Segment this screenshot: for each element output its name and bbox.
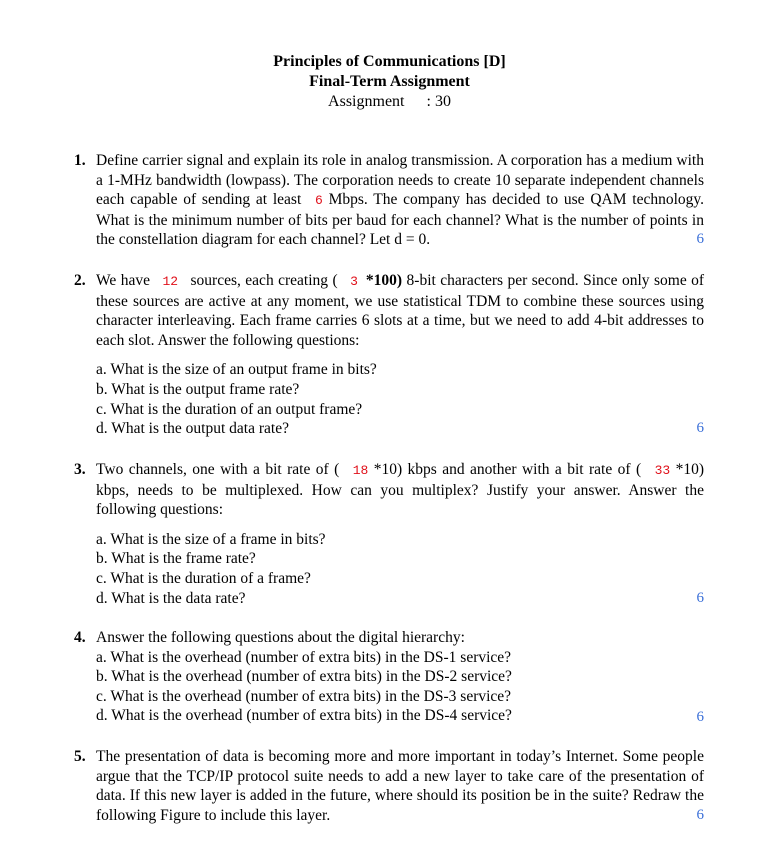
question-text-part: sources, each creating ( bbox=[190, 272, 338, 289]
sub-question-list bbox=[96, 530, 704, 608]
question-marks: 6 bbox=[696, 231, 704, 247]
document-header bbox=[0, 52, 779, 112]
assignment-total: : 30 bbox=[426, 93, 451, 110]
question-text-part: *10) kbps, needs to be multiplexed. How can you multiplex? Justify your answer. Answer the following questions: bbox=[96, 461, 705, 519]
sub-question-list bbox=[96, 360, 704, 438]
sub-question: b. What is the output frame rate? bbox=[96, 380, 300, 398]
sub-question: a. What is the size of an output frame in bits? bbox=[96, 361, 377, 379]
sub-question: d. What is the output data rate? bbox=[96, 420, 289, 438]
question-value: 12 bbox=[162, 274, 179, 289]
question-text-part: We have bbox=[96, 272, 150, 289]
question-value: 18 bbox=[352, 463, 369, 478]
question-text-part: Two channels, one with a bit rate of ( bbox=[96, 461, 340, 478]
sub-question: c. What is the overhead (number of extra bits) in the DS-3 service? bbox=[96, 687, 512, 705]
question-marks: 6 bbox=[696, 807, 704, 823]
sub-question: d. What is the data rate? bbox=[96, 589, 246, 607]
sub-question: d. What is the overhead (number of extra bits) in the DS-4 service? bbox=[96, 707, 512, 725]
question-text: The presentation of data is becoming more and more important in today’s Internet. Some people argue that the TCP/IP protocol suite needs to add a new layer to take care of the presentation of data. If this new layer is added in the future, where should its position be in the suite? Redraw the following Figure to include this layer. bbox=[96, 748, 704, 824]
question-marks: 6 bbox=[696, 420, 704, 436]
question-3 bbox=[74, 460, 704, 608]
course-title: Principles of Communications [D] bbox=[273, 53, 506, 70]
question-text: Answer the following questions about the digital hierarchy: bbox=[96, 629, 465, 646]
question-number: 2. bbox=[74, 272, 86, 289]
sub-question: b. What is the frame rate? bbox=[96, 550, 256, 568]
sub-question-list bbox=[96, 648, 704, 726]
question-number: 4. bbox=[74, 629, 86, 646]
question-marks: 6 bbox=[696, 709, 704, 725]
question-value: 6 bbox=[315, 193, 323, 209]
question-value: 3 bbox=[350, 274, 358, 289]
question-text bbox=[96, 151, 704, 250]
assignment-label: Assignment bbox=[328, 93, 405, 110]
question-value: 33 bbox=[654, 463, 671, 478]
sub-question: c. What is the duration of a frame? bbox=[96, 569, 311, 587]
sub-question: c. What is the duration of an output frame? bbox=[96, 400, 363, 418]
question-text-part: 8-bit characters per second. Since only some of these sources are active at any moment, we use statistical TDM to combine these sources using character interleaving. Each frame carries 6 slots at a time, but we need to add 4-bit addresses to each slot. Answer the following questions: bbox=[96, 272, 705, 349]
question-1 bbox=[74, 151, 704, 250]
question-number: 1. bbox=[74, 152, 86, 169]
sub-question: b. What is the overhead (number of extra bits) in the DS-2 service? bbox=[96, 668, 512, 686]
question-2 bbox=[74, 271, 704, 439]
question-4 bbox=[74, 628, 704, 726]
question-text bbox=[96, 271, 704, 350]
assignment-type: Final-Term Assignment bbox=[309, 73, 470, 90]
question-text-part: *100) bbox=[365, 272, 403, 289]
question-number: 5. bbox=[74, 748, 86, 765]
question-text-part: Define carrier signal and explain its role in analog transmission. A corporation has a medium with a 1-MHz bandwidth (lowpass). The corporation needs to create 10 separate independent channels each capable of sending at least bbox=[96, 152, 704, 209]
question-text bbox=[96, 460, 704, 520]
sub-question: a. What is the size of a frame in bits? bbox=[96, 530, 326, 548]
question-marks: 6 bbox=[696, 590, 704, 606]
question-number: 3. bbox=[74, 461, 86, 478]
question-text-part: Mbps. The company has decided to use QAM technology. What is the minimum number of bits per baud for each channel? What is the number of points in the constellation diagram for each channel? Let d = 0. bbox=[96, 191, 705, 249]
sub-question: a. What is the overhead (number of extra bits) in the DS-1 service? bbox=[96, 648, 512, 666]
question-5 bbox=[74, 747, 704, 825]
assignment-marks-line bbox=[0, 92, 779, 112]
question-text-part: *10) kbps and another with a bit rate of ( bbox=[373, 461, 642, 478]
